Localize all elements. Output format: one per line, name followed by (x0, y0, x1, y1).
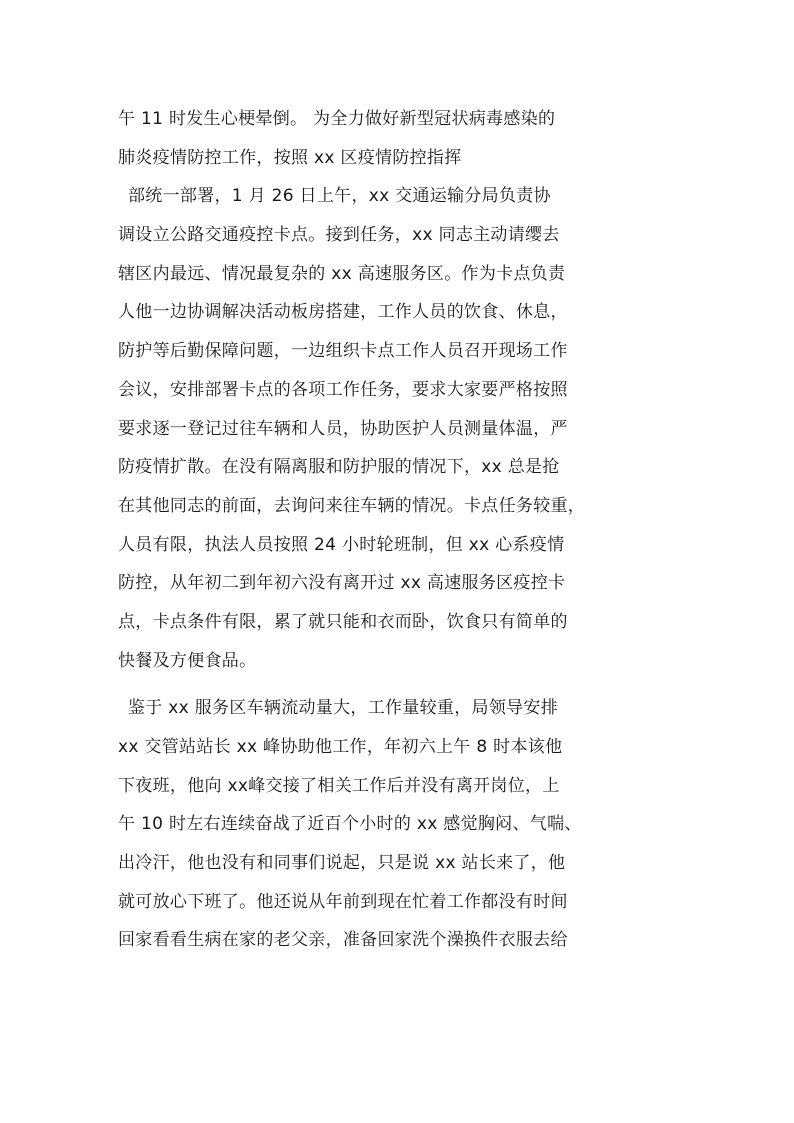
body-text (118, 100, 678, 960)
text-line: 就可放心下班了。他还说从年前到现在忙着工作都没有时间 (118, 891, 568, 912)
text-line: 调设立公路交通疫控卡点。接到任务，xx 同志主动请缨去 (118, 225, 560, 246)
text-line: 快餐及方便食品。 (118, 650, 257, 671)
text-line: xx 交管站站长 xx 峰协助他工作，年初六上午 8 时本该他 (118, 737, 563, 757)
text-line: 出冷汗，他也没有和同事们说起，只是说 xx 站长来了，他 (118, 853, 566, 874)
text-line: 人员有限，执法人员按照 24 小时轮班制，但 xx 心系疫情 (118, 534, 565, 555)
text-line: 午 11 时发生心梗晕倒。 为全力做好新型冠状病毒感染的 (118, 109, 556, 129)
text-line: 点，卡点条件有限，累了就只能和衣而卧，饮食只有简单的 (118, 611, 568, 632)
text-line: 下夜班，他向 xx峰交接了相关工作后并没有离开岗位，上 (118, 775, 560, 796)
text-line: 防控，从年初二到年初六没有离开过 xx 高速服务区疫控卡 (118, 573, 566, 594)
text-line: 肺炎疫情防控工作，按照 xx 区疫情防控指挥 (118, 147, 462, 168)
text-line: 在其他同志的前面，去询问来往车辆的情况。卡点任务较重， (118, 495, 586, 516)
text-line: 防护等后勤保障问题，一边组织卡点工作人员召开现场工作 (118, 341, 568, 362)
text-line: 会议，安排部署卡点的各项工作任务，要求大家要严格按照 (118, 379, 568, 400)
text-line: 防疫情扩散。在没有隔离服和防护服的情况下，xx 总是抢 (118, 457, 560, 478)
paragraph-start-line: 部统一部署，1 月 26 日上午，xx 交通运输分局负责协 (128, 186, 551, 207)
text-line: 人他一边协调解决活动板房搭建，工作人员的饮食、休息， (118, 302, 568, 323)
text-line: 辖区内最远、情况最复杂的 xx 高速服务区。作为卡点负责 (118, 263, 566, 284)
paragraph-start-line: 鉴于 xx 服务区车辆流动量大，工作量较重，局领导安排 (128, 698, 559, 719)
text-line: 回家看看生病在家的老父亲，准备回家洗个澡换件衣服去给 (118, 930, 568, 951)
text-line: 要求逐一登记过往车辆和人员，协助医护人员测量体温，严 (118, 418, 568, 439)
text-line: 午 10 时左右连续奋战了近百个小时的 xx 感觉胸闷、气喘、 (118, 814, 582, 835)
